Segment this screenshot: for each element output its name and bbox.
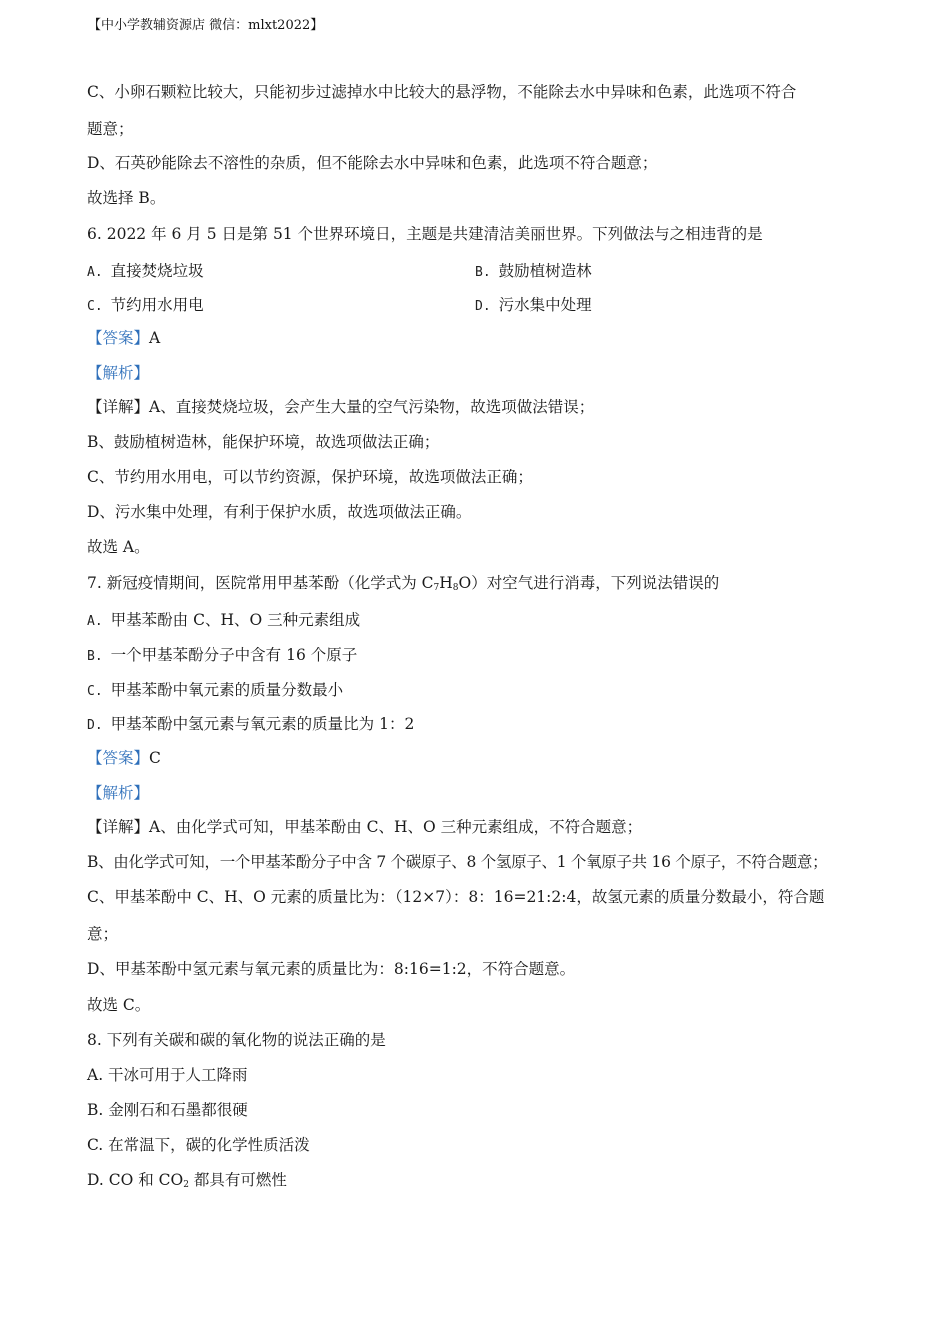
option-text: 都具有可燃性	[188, 1171, 287, 1189]
subscript: 7	[433, 583, 440, 593]
page-header: 【中小学教辅资源店 微信：mlxt2022】	[88, 18, 324, 33]
answer-value: A	[149, 329, 161, 347]
q6-detail-d: D、污水集中处理，有利于保护水质，故选项做法正确。	[87, 503, 472, 521]
q7-stem-text: 7. 新冠疫情期间，医院常用甲基苯酚（化学式为 C	[87, 574, 434, 592]
option-letter: D.	[87, 718, 103, 733]
option-text: 甲基苯酚中氧元素的质量分数最小	[110, 681, 344, 699]
option-letter: A.	[87, 265, 103, 280]
q8-option-c: C. 在常温下，碳的化学性质活泼	[87, 1136, 310, 1154]
q7-option-a	[87, 608, 360, 630]
q7-detail-c: C、甲基苯酚中 C、H、O 元素的质量比为：（12×7）：8：16=21:2:4，故氢元素的质量分数最小，符合题	[87, 888, 825, 906]
option-text: 直接焚烧垃圾	[110, 262, 204, 280]
q7-detail-b: B、由化学式可知，一个甲基苯酚分子中含 7 个碳原子、8 个氢原子、1 个氧原子共 16 个原子，不符合题意；	[87, 853, 828, 871]
detail-label: 【详解】	[87, 818, 150, 836]
option-text: 节约用水用电	[110, 296, 204, 314]
q6-option-c	[87, 293, 204, 315]
q7-answer	[87, 748, 161, 768]
q6-detail-c: C、节约用水用电，可以节约资源，保护环境，故选项做法正确；	[87, 468, 533, 486]
option-letter: B.	[87, 649, 103, 664]
q7-stem	[87, 573, 719, 598]
q7-detail-a	[87, 817, 642, 837]
q5-option-c-analysis-cont: 题意；	[87, 120, 134, 138]
q7-stem-text: H	[439, 574, 453, 592]
q8-option-d	[87, 1170, 287, 1195]
detail-text: A、直接焚烧垃圾，会产生大量的空气污染物，故选项做法错误；	[149, 398, 595, 416]
subscript: 8	[452, 583, 459, 593]
q7-option-b	[87, 643, 357, 665]
answer-label: 【答案】	[87, 329, 150, 347]
q8-option-b: B. 金刚石和石墨都很硬	[87, 1101, 248, 1119]
q7-option-c	[87, 678, 343, 700]
q7-detail-c-cont: 意；	[87, 925, 119, 943]
q7-conclusion: 故选 C。	[87, 996, 151, 1014]
q6-detail-a	[87, 397, 594, 417]
option-text: D. CO 和 CO	[87, 1171, 184, 1189]
q5-option-d-analysis: D、石英砂能除去不溶性的杂质，但不能除去水中异味和色素，此选项不符合题意；	[87, 154, 658, 172]
option-letter: B.	[475, 265, 491, 280]
q5-option-c-analysis: C、小卵石颗粒比较大，只能初步过滤掉水中比较大的悬浮物，不能除去水中异味和色素，此选项不符合	[87, 83, 797, 101]
option-text: 甲基苯酚中氢元素与氧元素的质量比为 1：2	[110, 715, 415, 733]
answer-value: C	[149, 749, 161, 767]
q7-option-d	[87, 712, 414, 734]
option-text: 一个甲基苯酚分子中含有 16 个原子	[110, 646, 358, 664]
option-text: 鼓励植树造林	[498, 262, 592, 280]
q8-stem: 8. 下列有关碳和碳的氧化物的说法正确的是	[87, 1031, 386, 1049]
q8-option-a: A. 干冰可用于人工降雨	[87, 1066, 248, 1084]
option-letter: A.	[87, 614, 103, 629]
detail-label: 【详解】	[87, 398, 150, 416]
option-letter: D.	[475, 299, 491, 314]
option-letter: C.	[87, 299, 103, 314]
q7-analysis-label: 【解析】	[87, 784, 150, 802]
subscript: 2	[183, 1180, 189, 1190]
q7-detail-d: D、甲基苯酚中氢元素与氧元素的质量比为：8:16=1:2，不符合题意。	[87, 960, 576, 978]
q5-conclusion: 故选择 B。	[87, 189, 166, 207]
option-text: 污水集中处理	[498, 296, 592, 314]
detail-text: A、由化学式可知，甲基苯酚由 C、H、O 三种元素组成，不符合题意；	[149, 818, 643, 836]
q6-analysis-label: 【解析】	[87, 364, 150, 382]
q7-stem-text: O）对空气进行消毒，下列说法错误的	[458, 574, 720, 592]
option-text: 甲基苯酚由 C、H、O 三种元素组成	[110, 611, 361, 629]
answer-label: 【答案】	[87, 749, 150, 767]
q6-answer	[87, 328, 160, 348]
q6-option-d	[475, 293, 592, 315]
q6-stem: 6. 2022 年 6 月 5 日是第 51 个世界环境日，主题是共建清洁美丽世界。下列做法与之相违背的是	[87, 225, 763, 243]
q6-conclusion: 故选 A。	[87, 538, 150, 556]
q6-option-b	[475, 259, 592, 281]
option-letter: C.	[87, 684, 103, 699]
q6-detail-b: B、鼓励植树造林，能保护环境，故选项做法正确；	[87, 433, 440, 451]
q6-option-a	[87, 259, 204, 281]
